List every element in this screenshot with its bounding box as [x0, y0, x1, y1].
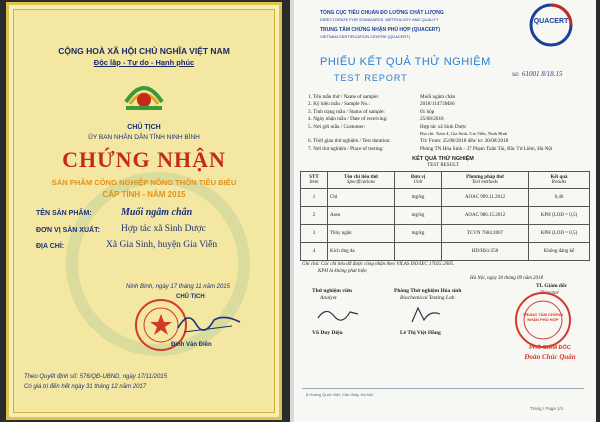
sig3-title: TL Giám đốc [536, 283, 568, 289]
col-header: Tên chỉ tiêu thử Specifications [328, 172, 395, 189]
table-cell: mg/kg [395, 225, 442, 243]
sig2-title-en: Biochemical Testing Lab [400, 295, 455, 301]
table-cell: Kích ứng da [328, 243, 395, 261]
table-cell: AOAC 986.15.2012 [442, 207, 529, 225]
detail-row [308, 101, 588, 108]
org-name-en: DIRECTORATE FOR STANDARDS, METROLOGY AND QUALITY [320, 17, 439, 22]
test-report [290, 0, 596, 422]
analyst-signature-icon [316, 304, 360, 324]
detail-label: 2. Ký hiệu mẫu / Sample No.: [308, 101, 370, 108]
table-cell: 4 [301, 243, 328, 261]
detail-value: Muối ngâm chân [420, 94, 456, 100]
detail-value: Phòng TN Hóa Sinh - 37 Phạm Tuấn Tài, Bắc Từ Liêm, Hà Nội [420, 145, 553, 152]
lab-signature-icon [408, 304, 444, 326]
report-date: Hà Nội, ngày 30 tháng 09 năm 2018 [470, 276, 544, 281]
sig1-name: Vũ Duy Diệu [312, 330, 343, 336]
signer-title: CHỦ TỊCH [176, 294, 205, 300]
footer-address: 8 Hoàng Quốc Việt, Cầu Giấy, Hà Nội [306, 392, 373, 397]
certificate-year: CẤP TỈNH - NĂM 2015 [102, 190, 186, 199]
col-header: Đơn vị Unit [395, 172, 442, 189]
table-row [301, 225, 590, 243]
table-cell: Asen [328, 207, 395, 225]
producer-value: Hợp tác xã Sinh Dược [121, 224, 206, 234]
detail-label: 4. Ngày nhận mẫu / Date of receiving: [308, 116, 388, 123]
center-name-en: VIETNAM CERTIFICATION CENTRE (QUACERT) [320, 34, 411, 39]
detail-label: 3. Tình trạng mẫu / Status of sample: [308, 108, 385, 115]
producer-label: ĐƠN VỊ SẢN XUẤT: [36, 227, 100, 234]
result-heading-en: TEST RESULT [427, 163, 459, 168]
note: Ghi chú: Các chỉ tiêu dữ được công nhận theo VILAS ISO/IEC 17025:2005. [302, 262, 455, 267]
table-cell: 2 [301, 207, 328, 225]
certificate [6, 2, 282, 420]
detail-value: Địa chỉ: Xóm 4, Gia Sinh, Gia Viễn, Ninh Bình [420, 130, 508, 136]
table-cell [395, 243, 442, 261]
table-cell: Thủy ngân [328, 225, 395, 243]
product-label: TÊN SẢN PHẨM: [36, 210, 92, 217]
footer-divider [302, 388, 584, 389]
detail-value: 01 hộp [420, 108, 435, 115]
national-motto: Độc lập - Tự do - Hạnh phúc [93, 58, 195, 67]
sig2-name: Lê Thị Việt Hồng [400, 330, 441, 336]
sig1-title-en: Analyst [320, 295, 337, 301]
detail-row [308, 138, 588, 145]
table-row [301, 243, 590, 261]
table-cell: 1 [301, 189, 328, 207]
detail-label: 7. Nơi thử nghiệm / Place of testing: [308, 145, 384, 152]
report-title-en: TEST REPORT [334, 73, 408, 83]
detail-row [308, 116, 588, 123]
decision-number: Theo Quyết định số: 576/QĐ-UBND, ngày 17/11/2015 [24, 374, 167, 380]
table-cell: TCVN 7604:2007 [442, 225, 529, 243]
table-cell: mg/kg [395, 207, 442, 225]
signer-name: Đinh Văn Điền [171, 342, 212, 348]
detail-value: 2018/11473MS6 [420, 101, 455, 108]
table-cell: Không đáng kể [529, 243, 590, 261]
page-number: Trang / Page 1/1 [530, 406, 564, 411]
quacert-logo-text: QUACERT [533, 18, 569, 25]
table-cell: KPH (LOD = 0,5) [529, 207, 590, 225]
address-value: Xã Gia Sinh, huyện Gia Viễn [106, 240, 218, 250]
table-cell: 0,46 [529, 189, 590, 207]
report-number: 61001 8/18.15 [522, 70, 563, 78]
results-table [300, 171, 590, 261]
table-cell: 3 [301, 225, 328, 243]
signature-icon [174, 308, 244, 336]
table-cell: Chì [328, 189, 395, 207]
detail-label: 5. Nơi gửi mẫu / Customer: [308, 123, 366, 130]
org-name: TỔNG CỤC TIÊU CHUẨN ĐO LƯỜNG CHẤT LƯỢNG [320, 10, 444, 16]
report-number-label: Số: [512, 72, 520, 78]
col-header: Kết quả Results [529, 172, 590, 189]
note-2: KPH là không phát hiện [318, 269, 367, 274]
table-header-row [301, 172, 590, 189]
authority-name: ỦY BAN NHÂN DÂN TỈNH NINH BÌNH [88, 134, 200, 141]
detail-row [308, 124, 588, 131]
col-header: STT Item [301, 172, 328, 189]
validity-date: Có giá trị đến hết ngày 31 tháng 12 năm 2017 [24, 384, 147, 390]
center-name: TRUNG TÂM CHỨNG NHẬN PHÙ HỢP (QUACERT) [320, 27, 440, 33]
result-heading: KẾT QUẢ THỬ NGHIỆM [412, 156, 474, 162]
authority-title: CHỦ TỊCH [127, 124, 161, 131]
detail-label: 6. Thời gian thử nghiệm / Test duration: [308, 138, 391, 145]
stamp-text: TRUNG TÂM CHỨNG NHẬN PHÙ HỢP [522, 312, 564, 322]
table-cell: HD/HS1/250 [442, 243, 529, 261]
sig3-title-en: Director [540, 290, 559, 296]
certificate-title: CHỨNG NHẬN [62, 147, 226, 172]
table-cell: AOAC 999.11.2012 [442, 189, 529, 207]
sig3-name: Đoàn Chúc Quân [524, 353, 576, 361]
detail-value: 25/08/2018 [420, 116, 444, 123]
issue-date: Ninh Bình, ngày 17 tháng 11 năm 2015 [126, 284, 230, 290]
rural-industry-logo-icon [120, 72, 168, 114]
detail-value: Từ/ From: 25/08/2018 đến/ to: 30/08/2018 [420, 138, 509, 145]
quacert-logo-icon [528, 2, 574, 48]
table-cell: mg/kg [395, 189, 442, 207]
binding-strip [290, 0, 294, 422]
sig1-title: Thử nghiệm viên [312, 288, 352, 294]
detail-label: 1. Tên mẫu thử / Name of sample: [308, 94, 380, 100]
table-cell: KPH (LOD = 0,5) [529, 225, 590, 243]
sample-details [308, 94, 588, 153]
certificate-subtitle: SẢN PHẨM CÔNG NGHIỆP NÔNG THÔN TIÊU BIỂU [51, 178, 237, 187]
national-header: CỘNG HOÀ XÃ HỘI CHỦ NGHĨA VIỆT NAM [58, 46, 230, 56]
report-title: PHIẾU KẾT QUẢ THỬ NGHIỆM [320, 56, 491, 68]
table-row [301, 189, 590, 207]
table-row [301, 207, 590, 225]
sig2-title: Phòng Thử nghiệm Hóa sinh [394, 288, 462, 294]
col-header: Phương pháp thử Test methods [442, 172, 529, 189]
address-label: ĐỊA CHỈ: [36, 243, 65, 250]
product-value: Muối ngâm chân [121, 207, 193, 218]
detail-value: Hợp tác xã Sinh Dược [420, 123, 467, 130]
sig3-role: PHÓ GIÁM ĐỐC [529, 345, 571, 351]
detail-row [308, 146, 588, 153]
